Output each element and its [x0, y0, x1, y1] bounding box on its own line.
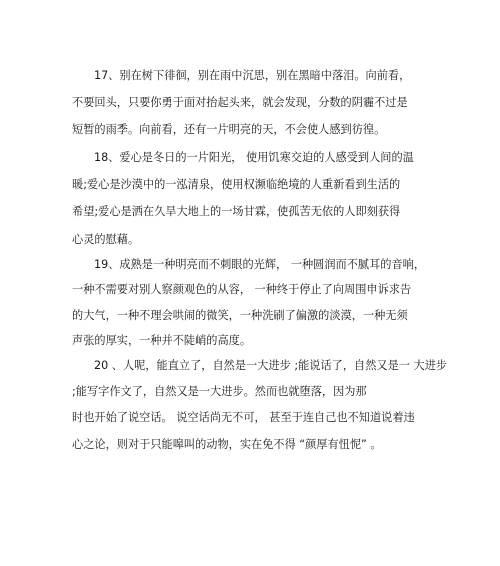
paragraph-19-line-4: 声张的厚实，一种并不陡峭的高度。: [72, 334, 252, 347]
paragraph-18-line-4: 心灵的慰藉。: [72, 233, 140, 246]
paragraph-20-line-1: 20 、人呢，能直立了，自然是一大进步 ;能说话了，自然又是一 大进步: [94, 359, 448, 372]
paragraph-17-line-3: 短暂的雨季。向前看，还有一片明亮的天，不会使人感到彷徨。: [72, 123, 386, 136]
paragraph-18-line-1: 18、爱心是冬日的一片阳光， 使用饥寒交迫的人感受到人间的温: [94, 151, 414, 164]
paragraph-20-line-3: 时也开始了说空话。 说空话尚无不可， 甚至于连自己也不知道说着违: [72, 411, 415, 424]
paragraph-18-line-2: 暖;爱心是沙漠中的一泓清泉，使用权濒临绝境的人重新看到生活的: [72, 178, 401, 191]
paragraph-18-line-3: 希望;爱心是洒在久旱大地上的一场甘霖，使孤苦无依的人即刻获得: [72, 205, 401, 218]
paragraph-19-line-3: 的大气，一种不理会哄闹的微笑，一种洗刷了偏激的淡漠，一种无须: [72, 309, 408, 322]
paragraph-19-line-1: 19、成熟是一种明亮而不刺眼的光辉， 一种圆润而不腻耳的音响，: [94, 258, 426, 271]
paragraph-19-line-2: 一种不需要对别人察颜观色的从容， 一种终于停止了向周围申诉求告: [72, 283, 412, 296]
paragraph-17-line-1: 17、别在树下徘徊，别在雨中沉思，别在黑暗中落泪。向前看，: [94, 69, 411, 82]
paragraph-20-line-4: 心之论，则对于只能嗥叫的动物，实在免不得 “颜厚有忸怩” 。: [72, 438, 382, 451]
paragraph-17-line-2: 不要回头，只要你勇于面对抬起头来，就会发现，分数的阴霾不过是: [72, 96, 408, 109]
paragraph-20-line-2: ;能写字作文了，自然又是一大进步。然而也就堕落，因为那: [72, 385, 367, 398]
